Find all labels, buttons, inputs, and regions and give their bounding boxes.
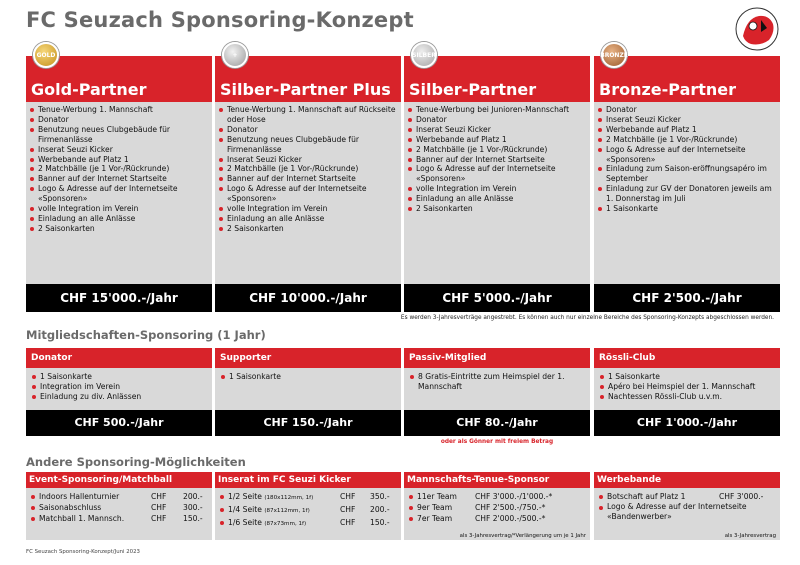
list-item: Tenue-Werbung 1. Mannschaft auf Rückseite oder Hose — [219, 105, 397, 125]
page-title: FC Seuzach Sponsoring-Konzept — [26, 8, 414, 32]
partner-name: Bronze-Partner — [599, 80, 737, 99]
list-item: Einladung zu div. Anlässen — [32, 392, 206, 402]
list-item: Logo & Adresse auf der Internetseite «Sponsoren» — [30, 184, 208, 204]
memberships-heading: Mitgliedschaften-Sponsoring (1 Jahr) — [26, 328, 266, 342]
inserat-header: Inserat im FC Seuzi Kicker — [215, 472, 401, 488]
bronze-medal-icon: BRONZE — [601, 42, 627, 68]
list-item: 1 Saisonkarte — [600, 372, 774, 382]
tenue-note: als 3-Jahresvertrag/*Verlängerung um je 1 Jahr — [459, 533, 586, 539]
silver-plus-medal-icon: + — [222, 42, 248, 68]
partner-price: CHF 5'000.-/Jahr — [404, 284, 590, 312]
list-item: Einladung an alle Anlässe — [408, 194, 586, 204]
werbebande-list — [594, 488, 780, 540]
partner-name: Gold-Partner — [31, 80, 147, 99]
list-item: 1 Saisonkarte — [32, 372, 206, 382]
partner-benefits — [215, 102, 401, 284]
silver-medal-icon: SILBER — [411, 42, 437, 68]
list-item: Indoors Hallenturnier CHF 200.- — [30, 491, 208, 502]
list-item: Logo & Adresse auf der Internetseite «Sponsoren» — [219, 184, 397, 204]
list-item: 2 Saisonkarten — [408, 204, 586, 214]
patron-note: oder als Gönner mit freiem Betrag — [440, 439, 554, 445]
partner-benefits — [404, 102, 590, 284]
list-item: Benutzung neues Clubgebäude für Firmenanlässe — [30, 125, 208, 145]
membership-price: CHF 500.-/Jahr — [26, 410, 212, 436]
membership-header: Supporter — [215, 348, 401, 368]
list-item: Einladung zur GV der Donatoren jeweils am 1. Donnerstag im Juli — [598, 184, 776, 204]
list-item: 9er Team CHF 2'500.-/750.-* — [408, 502, 586, 513]
partner-name: Silber-Partner — [409, 80, 537, 99]
list-item: 1/4 Seite (87x112mm, 1f) CHF 200.- — [219, 504, 397, 517]
list-item: 1 Saisonkarte — [598, 204, 776, 214]
list-item: 8 Gratis-Eintritte zum Heimspiel der 1. Mannschaft — [410, 372, 584, 392]
list-item: Einladung zum Saison-eröffnungsapéro im September — [598, 164, 776, 184]
list-item: 2 Matchbälle (je 1 Vor-/Rückrunde) — [408, 145, 586, 155]
list-item: Donator — [598, 105, 776, 115]
list-item: Werbebande auf Platz 1 — [408, 135, 586, 145]
list-item: Matchball 1. Mannsch. CHF 150.- — [30, 513, 208, 524]
partner-benefits — [594, 102, 780, 284]
list-item: Inserat Seuzi Kicker — [219, 155, 397, 165]
list-item: Tenue-Werbung bei Junioren-Mannschaft — [408, 105, 586, 115]
membership-header: Donator — [26, 348, 212, 368]
list-item: Einladung an alle Anlässe — [30, 214, 208, 224]
list-item: Donator — [408, 115, 586, 125]
list-item: Logo & Adresse auf der Internetseite «Sponsoren» — [598, 145, 776, 165]
membership-benefits — [594, 368, 780, 410]
membership-benefits — [26, 368, 212, 410]
list-item: Banner auf der Internet Startseite — [408, 155, 586, 165]
partner-name: Silber-Partner Plus — [220, 80, 391, 99]
list-item: volle Integration im Verein — [408, 184, 586, 194]
membership-header: Passiv-Mitglied — [404, 348, 590, 368]
list-item: Donator — [30, 115, 208, 125]
list-item: Werbebande auf Platz 1 — [30, 155, 208, 165]
list-item: Inserat Seuzi Kicker — [408, 125, 586, 135]
list-item: 1/2 Seite (180x112mm, 1f) CHF 350.- — [219, 491, 397, 504]
list-item: Integration im Verein — [32, 382, 206, 392]
tenue-sponsor-list — [404, 488, 590, 540]
event-sponsoring-list — [26, 488, 212, 540]
list-item: 2 Saisonkarten — [219, 224, 397, 234]
list-item: Banner auf der Internet Startseite — [30, 174, 208, 184]
gold-medal-icon: GOLD — [33, 42, 59, 68]
list-item: Banner auf der Internet Startseite — [219, 174, 397, 184]
tenue-sponsor-header: Mannschafts-Tenue-Sponsor — [404, 472, 590, 488]
partner-price: CHF 2'500.-/Jahr — [594, 284, 780, 312]
list-item: Donator — [219, 125, 397, 135]
partner-price: CHF 10'000.-/Jahr — [215, 284, 401, 312]
footer: FC Seuzach Sponsoring-Konzept/Juni 2023 — [26, 549, 140, 555]
event-sponsoring-header: Event-Sponsoring/Matchball — [26, 472, 212, 488]
partner-price: CHF 15'000.-/Jahr — [26, 284, 212, 312]
other-heading: Andere Sponsoring-Möglichkeiten — [26, 455, 246, 469]
membership-header: Rössli-Club — [594, 348, 780, 368]
list-item: Inserat Seuzi Kicker — [30, 145, 208, 155]
membership-price: CHF 150.-/Jahr — [215, 410, 401, 436]
list-item: Logo & Adresse auf der Internetseite «Bandenwerber» — [598, 502, 776, 522]
list-item: Botschaft auf Platz 1 CHF 3'000.- — [598, 491, 776, 502]
list-item: 2 Saisonkarten — [30, 224, 208, 234]
list-item: Benutzung neues Clubgebäude für Firmenanlässe — [219, 135, 397, 155]
membership-price: CHF 80.-/Jahr — [404, 410, 590, 436]
list-item: Nachtessen Rössli-Club u.v.m. — [600, 392, 774, 402]
membership-benefits — [215, 368, 401, 410]
list-item: 2 Matchbälle (je 1 Vor-/Rückrunde) — [598, 135, 776, 145]
list-item: 7er Team CHF 2'000.-/500.-* — [408, 513, 586, 524]
list-item: 11er Team CHF 3'000.-/1'000.-* — [408, 491, 586, 502]
contract-note: Es werden 3-Jahresverträge angestrebt. Es können auch nur einzelne Bereiche des Sponsoring-Konzepts abgeschlossen werden. — [400, 315, 774, 321]
list-item: Tenue-Werbung 1. Mannschaft — [30, 105, 208, 115]
club-crest-icon — [733, 6, 781, 52]
list-item: volle Integration im Verein — [219, 204, 397, 214]
list-item: Werbebande auf Platz 1 — [598, 125, 776, 135]
partner-benefits — [26, 102, 212, 284]
inserat-list — [215, 488, 401, 540]
list-item: 1/6 Seite (87x73mm, 1f) CHF 150.- — [219, 517, 397, 530]
membership-benefits — [404, 368, 590, 410]
list-item: Apéro bei Heimspiel der 1. Mannschaft — [600, 382, 774, 392]
list-item: 2 Matchbälle (je 1 Vor-/Rückrunde) — [219, 164, 397, 174]
list-item: Logo & Adresse auf der Internetseite «Sponsoren» — [408, 164, 586, 184]
list-item: 2 Matchbälle (je 1 Vor-/Rückrunde) — [30, 164, 208, 174]
list-item: Saisonabschluss CHF 300.- — [30, 502, 208, 513]
list-item: volle Integration im Verein — [30, 204, 208, 214]
list-item: 1 Saisonkarte — [221, 372, 395, 382]
list-item: Inserat Seuzi Kicker — [598, 115, 776, 125]
bande-note: als 3-Jahresvertrag — [724, 533, 776, 539]
list-item: Einladung an alle Anlässe — [219, 214, 397, 224]
membership-price: CHF 1'000.-/Jahr — [594, 410, 780, 436]
werbebande-header: Werbebande — [594, 472, 780, 488]
